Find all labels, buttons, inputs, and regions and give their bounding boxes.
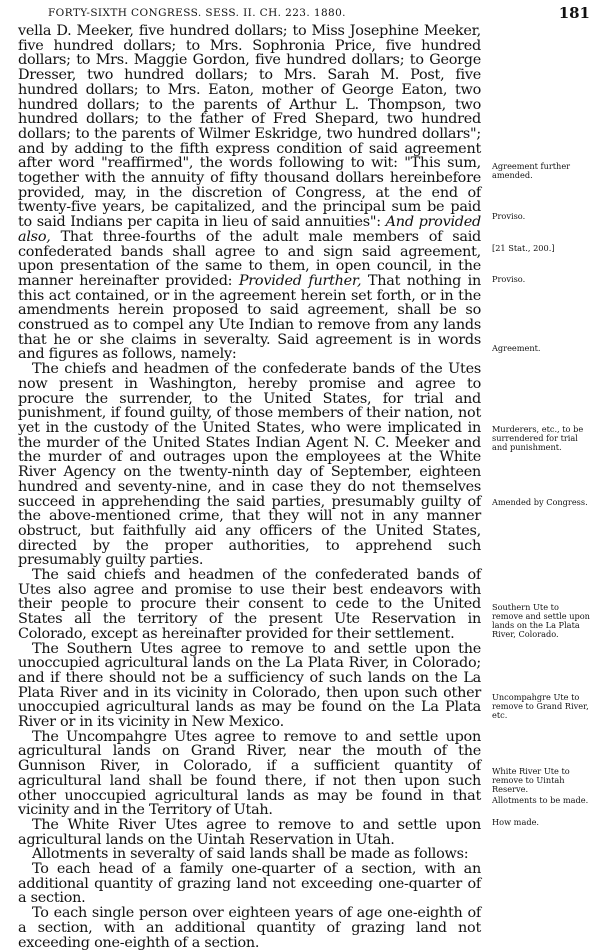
- margin-note: Southern Ute to remove and settle upon lands on the La Plata River, Colorado.: [492, 602, 590, 639]
- paragraph-southern-utes: The Southern Utes agree to remove to and settle upon the unoccupied agricultural lands on the La Plata River, in Colorado; and if there should not be a sufficiency of such lands on the La Plata River and in its vicinity in Colorado, then upon such other unoccupied agricultural lands as may be found on the La Plata River or in its vicinity in New Mexico.: [18, 640, 481, 731]
- running-header: [20, 4, 590, 24]
- margin-note: Amended by Congress.: [492, 497, 588, 507]
- paragraph-white-river-utes: The White River Utes agree to remove to and settle upon agricultural lands on the Uintah Reservation in Utah.: [18, 816, 481, 848]
- paragraph-surrender: The chiefs and headmen of the confederate bands of the Utes now present in Washington, hereby promise and agree to procure the surrender, to the United States, for trial and punishment, if found guilty, of those members of their nation, not yet in the custody of the United States, who were implicated in the murder of the United States Indian Agent N. C. Meeker and the murder of and outrages upon the employees at the White River Agency on the twenty-ninth day of September, eighteen hundred and seventy-nine, and in case they do not themselves succeed in apprehending the said parties, presumably guilty of the above-mentioned crime, that they will not in any manner obstruct, but faithfully aid any officers of the United States, directed by the proper authorities, to apprehend such presumably guilty parties.: [18, 361, 481, 569]
- paragraph-text: vella D. Meeker, five hundred dollars; to Miss Josephine Meeker, five hundred dollars; to Mrs. Sophronia Price, five hundred dollars; to Mrs. Maggie Gordon, five hundred dollars; to George Dresser, two hundred dollars; to Mrs. Sarah M. Post, five hundred dollars; to Mrs. Eaton, mother of George Eaton, two hundred dollars; to the parents of Arthur L. Thompson, two hundred dollars; to the father of Fred Shepard, two hundred dollars; to the parents of Wilmer Eskridge, two hundred dollars"; and by adding to the fifth express condition of said agreement after word "reaffirmed", the words following to wit: "This sum, together with the annuity of fifty thousand dollars hereinbefore provided, may, in the discretion of Congress, at the end of twenty-five years, be capitalized, and the principal sum be paid to said Indians per capita in lieu of said annuities":: [18, 23, 481, 231]
- margin-note: Proviso.: [492, 274, 526, 284]
- paragraph-amendment: [18, 24, 481, 362]
- margin-note: White River Ute to remove to Uintah Reserve.: [492, 766, 570, 794]
- paragraph-single-person: To each single person over eighteen years of age one-eighth of a section, with an additional quantity of grazing land not exceeding one-eighth of a section.: [18, 905, 481, 951]
- paragraph-text: That nothing in this act contained, or in the agreement herein set forth, or in the amendments herein proposed to said agreement, shall be so construed as to compel any Ute Indian to remove from any lands that he or she claims in severalty. Said agreement is in words and figures as follows, namely:: [18, 272, 482, 363]
- page-number: 181: [558, 4, 590, 22]
- paragraph-text: That three-fourths of the adult male members of said confederated bands shall agree to and sign said agreement, upon presentation of the same to them, in open council, in the manner hereinafter provided:: [18, 228, 482, 289]
- paragraph-cession: The said chiefs and headmen of the confederated bands of Utes also agree and promise to use their best endeavors with their people to procure their consent to cede to the United States all the territory of the present Ute Reservation in Colorado, except as hereinafter provided for their settlement.: [18, 567, 481, 642]
- paragraph-uncompahgre-utes: The Uncompahgre Utes agree to remove to and settle upon agricultural lands on Grand River, near the mouth of the Gunnison River, in Colorado, if a sufficient quantity of agricultural land shall be found there, if not then upon such other unoccupied agricultural lands as may be found in that vicinity and in the Territory of Utah.: [18, 728, 481, 819]
- margin-note: Uncompahgre Ute to remove to Grand River, etc.: [492, 692, 589, 720]
- paragraph-allotments: Allotments in severalty of said lands shall be made as follows:: [32, 846, 469, 863]
- margin-note: Agreement.: [492, 343, 541, 353]
- margin-note: Murderers, etc., to be surrendered for trial and punishment.: [492, 424, 584, 452]
- margin-note: Agreement further amended.: [492, 161, 571, 180]
- statute-text: [18, 24, 481, 950]
- paragraph-head-of-family: To each head of a family one-quarter of a section, with an additional quantity of grazing land not exceeding one-quarter of a section.: [18, 861, 481, 907]
- margin-note: [21 Stat., 200.]: [492, 243, 555, 253]
- margin-note: Proviso.: [492, 211, 526, 221]
- margin-note: How made.: [492, 817, 540, 827]
- margin-note: Allotments to be made.: [492, 795, 589, 805]
- proviso-phrase: And provided also,: [18, 214, 481, 245]
- running-title: FORTY-SIXTH CONGRESS. SESS. II. CH. 223. 1880.: [48, 7, 346, 19]
- proviso-phrase: Provided further,: [238, 272, 362, 289]
